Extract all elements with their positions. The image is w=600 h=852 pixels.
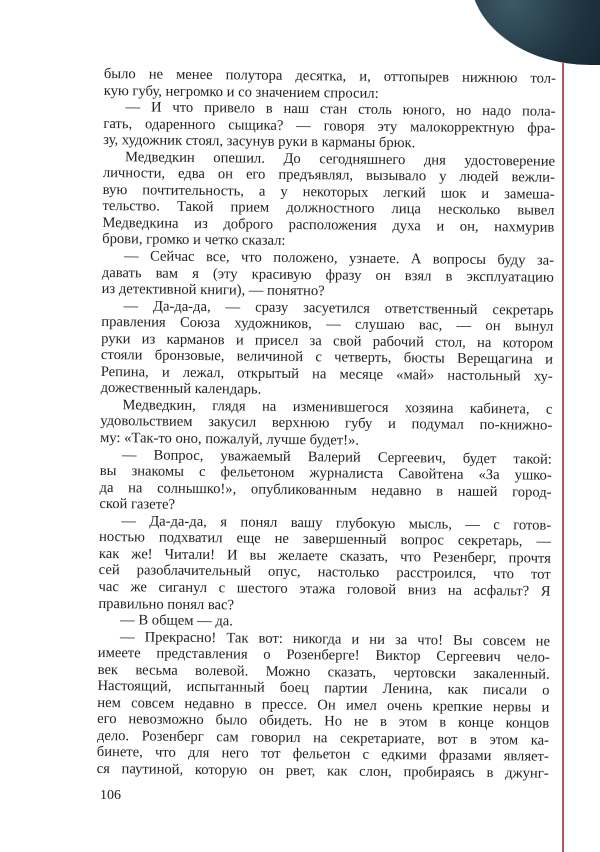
text-line: Медведкина из доброго расположения духа и он, нахмурив [102,214,555,236]
text-line: ской газете? [99,496,176,513]
text-line: Медведкин опешил. До сегодняшнего дня удостоверение [124,148,556,170]
text-line: из детективной книги), — понятно? [101,281,325,300]
text-line: да на солнышко!», опубликованным недавно в нашей город- [99,479,552,501]
page-number: 106 [100,788,121,803]
text-line: — Сейчас все, что положено, узнаете. А вопросы буду за- [123,248,555,269]
text-line: вую почтительность, а у некоторых легкий шок и замеша- [102,181,555,203]
page-edge-line [562,62,564,852]
text-line: гать, одаренного сыщика? — говоря эту малокорректную фра- [103,115,556,137]
text-line: как же! Читали! И вы желаете сказать, что Резенберг, прочтя [98,545,551,567]
text-line: было не менее полутора десятка, и, оттопырев нижнюю тол- [103,66,556,87]
text-line: век весьма волевой. Можно сказать, чертовски закаленный. [97,661,550,683]
text-line: тельство. Такой прием должностного лица несколько вывел [102,198,555,220]
text-line: давать вам я (эту красивую фразу он взял в эксплуатацию [101,264,554,286]
text-line: час же сиганул с шестого этажа головой вниз на асфальт? Я [98,578,551,600]
text-line: правильно понял вас? [98,595,235,613]
text-line: кую губу, негромко и со значением спросил: [103,82,379,102]
text-line: — Да-да-да, — сразу засуетился ответственный секретарь [123,297,554,319]
text-line: нем совсем недавно в прессе. Он имел очень крепкие нервы и [97,694,550,716]
text-line: правления Союза художников, — слушаю вас, — он вынул [101,314,554,335]
text-line: ся паутиной, которую он рвет, как слон, пробираясь в джунг- [96,760,549,782]
text-line: вы знакомы с фельетоном журналиста Савойтена «За ушко- [99,463,552,484]
text-line: Настоящий, испытанный боец партии Ленина, как писали о [97,678,550,699]
text-line: личности, едва он его предъявлял, вызывало у людей вежли- [102,165,555,187]
text-line: — Прекрасно! Так вот: никогда и ни за что! Вы совсем не [119,628,551,650]
text-line: дожественный календарь. [100,380,262,399]
text-line: дело. Розенберг сам говорил на секретариате, вот в этом ка- [96,727,550,749]
text-line: зу, художник стоял, засунув руки в карманы брюк. [103,132,416,152]
text-line: му: «Так-то оно, пожалуй, лучше будет!». [100,430,360,449]
text-line: сей разоблачительный опус, настолько расстроился, что тот [98,562,551,584]
text-line: — Да-да-да, я понял вашу глубокую мысль, — с готов- [121,512,552,534]
text-line: ностью подхватил еще не завершенный вопрос секретарь, — [98,529,552,551]
text-line: бинете, что для него тот фельетон с едкими фразами являет- [96,744,549,766]
text-line: — В общем — да. [120,612,234,630]
text-line: — И что привело в наш стан столь юного, но надо пола- [125,99,556,120]
text-line: стояли бронзовые, величиной с четверть, бюсты Верещагина и [100,347,554,369]
text-line: — Вопрос, уважаемый Валерий Сергеевич, будет такой: [121,446,552,468]
text-line: Репина, и лежал, открытый на месяце «май» настольный ху- [100,363,553,385]
text-line: руки из карманов и присел за свой рабочий стол, на котором [101,330,554,352]
page-text [97,66,556,782]
book-cover-corner [470,0,600,65]
text-line: Медведкин, глядя на изменившегося хозяина кабинета, с [122,397,553,418]
text-line: брови, громко и четко сказал: [102,231,286,250]
text-line: имеете представления о Розенберге! Виктор Сергеевич чело- [97,645,550,666]
text-line: его невозможно было обидеть. Но не в этом в конце концов [97,711,550,733]
text-line: удовольствием закусил верхнюю губу и подумал по-книжно- [100,413,553,435]
